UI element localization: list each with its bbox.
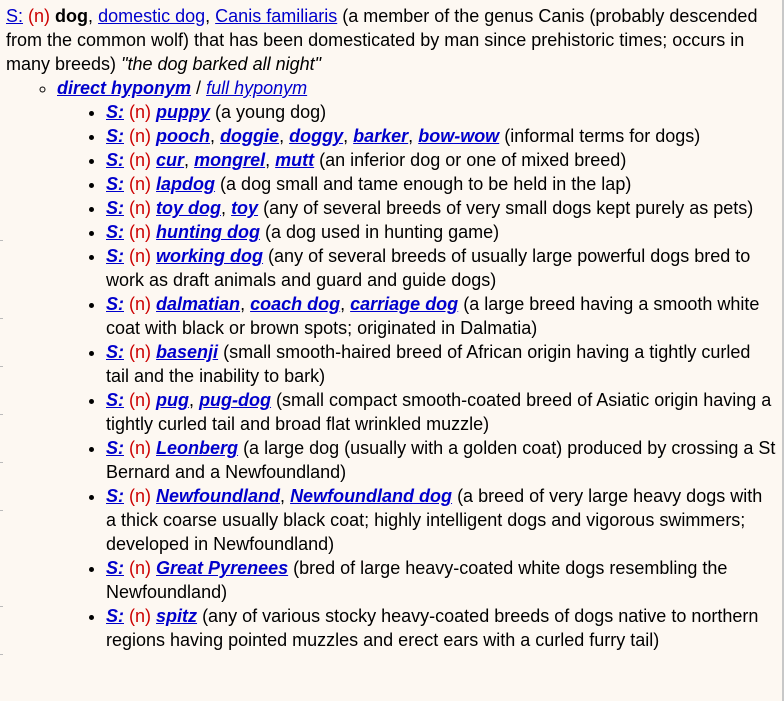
word-link[interactable]: pooch xyxy=(156,126,211,146)
pos-label: (n) xyxy=(129,606,152,626)
pos-label: (n) xyxy=(129,438,152,458)
synset-s-link[interactable]: S: xyxy=(106,150,124,170)
word-link[interactable]: basenji xyxy=(156,342,219,362)
word-link[interactable]: puppy xyxy=(156,102,211,122)
hyponym-gloss: (any of various stocky heavy-coated breeds of dogs native to northern regions having pointed muzzles and erect ears with a curled furry tail) xyxy=(106,606,759,650)
synset-s-link[interactable]: S: xyxy=(106,606,124,626)
pos-label: (n) xyxy=(129,198,152,218)
hyponym-gloss: (a young dog) xyxy=(215,102,327,122)
hyponym-gloss: (small smooth-haired breed of African origin having a tightly curled tail and the inability to bark) xyxy=(106,342,751,386)
separator: , xyxy=(265,150,271,170)
hyponym-gloss: (a large dog (usually with a golden coat) produced by crossing a St Bernard and a Newfoundland) xyxy=(106,438,776,482)
synset-s-link[interactable]: S: xyxy=(106,294,124,314)
relation-list xyxy=(6,76,776,652)
hyponym-item xyxy=(106,388,776,436)
word-link[interactable]: pug xyxy=(156,390,190,410)
word-link[interactable]: mongrel xyxy=(194,150,266,170)
pos-label: (n) xyxy=(129,150,152,170)
synset-s-link[interactable]: S: xyxy=(106,342,124,362)
synset-s-link[interactable]: S: xyxy=(106,174,124,194)
separator: , xyxy=(240,294,246,314)
pos-label: (n) xyxy=(129,126,152,146)
separator: , xyxy=(189,390,195,410)
word-link[interactable]: coach dog xyxy=(250,294,341,314)
edge-tick xyxy=(0,462,3,463)
synset-gloss: (a member of the genus Canis (probably descended from the common wolf) that has been domesticated by man since prehistoric times; occurs in many breeds) xyxy=(6,6,758,74)
hyponym-list xyxy=(57,100,776,652)
separator: , xyxy=(88,6,94,26)
pos-label: (n) xyxy=(129,390,152,410)
hyponym-item xyxy=(106,340,776,388)
pos-label: (n) xyxy=(129,486,152,506)
synset-s-link[interactable]: S: xyxy=(106,126,124,146)
synset-s-link[interactable]: S: xyxy=(106,198,124,218)
pos-label: (n) xyxy=(129,222,152,242)
word-link[interactable]: toy dog xyxy=(156,198,222,218)
separator: , xyxy=(184,150,190,170)
hyponym-item xyxy=(106,244,776,292)
synset-line xyxy=(6,4,776,76)
word-link[interactable]: lapdog xyxy=(156,174,216,194)
hyponym-item xyxy=(106,172,776,196)
synset-example: "the dog barked all night" xyxy=(121,54,321,74)
word-link[interactable]: Newfoundland xyxy=(156,486,281,506)
pos-label: (n) xyxy=(129,558,152,578)
hyponym-item xyxy=(106,124,776,148)
synset-s-link[interactable]: S: xyxy=(106,390,124,410)
pos-label: (n) xyxy=(129,342,152,362)
hyponym-gloss: (a dog used in hunting game) xyxy=(265,222,500,242)
synset-entry xyxy=(6,4,776,652)
hyponym-gloss: (any of several breeds of usually large powerful dogs bred to work as draft animals and guard and guide dogs) xyxy=(106,246,751,290)
edge-tick xyxy=(0,414,3,415)
hyponym-item xyxy=(106,148,776,172)
pos-label: (n) xyxy=(129,294,152,314)
word-link[interactable]: doggie xyxy=(220,126,280,146)
separator: , xyxy=(221,198,227,218)
direct-hyponym-link[interactable]: direct hyponym xyxy=(57,78,192,98)
separator: , xyxy=(340,294,346,314)
edge-tick xyxy=(0,366,3,367)
hyponym-item xyxy=(106,196,776,220)
hyponym-gloss: (a large breed having a smooth white coat with black or brown spots; originated in Dalmatia) xyxy=(106,294,760,338)
word-link[interactable]: Great Pyrenees xyxy=(156,558,289,578)
word-link[interactable]: doggy xyxy=(289,126,344,146)
word-link[interactable]: barker xyxy=(353,126,409,146)
synset-s-link[interactable]: S: xyxy=(106,558,124,578)
separator: , xyxy=(343,126,349,146)
head-word: dog xyxy=(55,6,89,26)
separator: , xyxy=(205,6,211,26)
word-link[interactable]: dalmatian xyxy=(156,294,241,314)
word-link[interactable]: Newfoundland dog xyxy=(290,486,453,506)
hyponym-gloss: (an inferior dog or one of mixed breed) xyxy=(319,150,627,170)
synset-s-link[interactable]: S: xyxy=(106,222,124,242)
hyponym-gloss: (small compact smooth-coated breed of Asiatic origin having a tightly curled tail and broad flat wrinkled muzzle) xyxy=(106,390,772,434)
synset-s-link[interactable]: S: xyxy=(106,486,124,506)
word-link[interactable]: mutt xyxy=(275,150,315,170)
word-link-domestic-dog[interactable]: domestic dog xyxy=(98,6,206,26)
synset-s-link[interactable]: S: xyxy=(106,438,124,458)
edge-tick xyxy=(0,240,3,241)
edge-tick xyxy=(0,510,3,511)
hyponym-item xyxy=(106,436,776,484)
hyponym-gloss: (any of several breeds of very small dogs kept purely as pets) xyxy=(263,198,754,218)
full-hyponym-link[interactable]: full hyponym xyxy=(206,78,308,98)
word-link[interactable]: spitz xyxy=(156,606,198,626)
word-link[interactable]: toy xyxy=(231,198,259,218)
word-link[interactable]: bow-wow xyxy=(418,126,500,146)
word-link-canis-familiaris[interactable]: Canis familiaris xyxy=(215,6,338,26)
hyponym-item xyxy=(106,604,776,652)
separator: , xyxy=(280,486,286,506)
pos-label: (n) xyxy=(129,174,152,194)
synset-s-link[interactable]: S: xyxy=(6,6,24,26)
pos-label: (n) xyxy=(129,246,152,266)
word-link[interactable]: hunting dog xyxy=(156,222,260,242)
word-link[interactable]: working dog xyxy=(156,246,264,266)
synset-s-link[interactable]: S: xyxy=(106,246,124,266)
word-link[interactable]: cur xyxy=(156,150,185,170)
hyponym-gloss: (a dog small and tame enough to be held in the lap) xyxy=(220,174,632,194)
separator: , xyxy=(210,126,216,146)
edge-tick xyxy=(0,654,3,655)
relation-item-hyponym xyxy=(57,76,776,652)
edge-tick xyxy=(0,318,3,319)
hyponym-item xyxy=(106,220,776,244)
pos-label: (n) xyxy=(28,6,51,26)
relation-slash: / xyxy=(196,78,202,98)
edge-tick xyxy=(0,606,3,607)
hyponym-item xyxy=(106,484,776,556)
separator: , xyxy=(279,126,285,146)
word-link[interactable]: carriage dog xyxy=(350,294,459,314)
hyponym-item xyxy=(106,100,776,124)
pos-label: (n) xyxy=(129,102,152,122)
synset-s-link[interactable]: S: xyxy=(106,102,124,122)
hyponym-item xyxy=(106,292,776,340)
hyponym-gloss: (informal terms for dogs) xyxy=(504,126,701,146)
word-link[interactable]: pug-dog xyxy=(199,390,272,410)
hyponym-item xyxy=(106,556,776,604)
word-link[interactable]: Leonberg xyxy=(156,438,239,458)
hyponym-gloss: (bred of large heavy-coated white dogs resembling the Newfoundland) xyxy=(106,558,728,602)
hyponym-gloss: (a breed of very large heavy dogs with a thick coarse usually black coat; highly intelligent dogs and vigorous swimmers; developed in Newfoundland) xyxy=(106,486,763,554)
separator: , xyxy=(408,126,414,146)
